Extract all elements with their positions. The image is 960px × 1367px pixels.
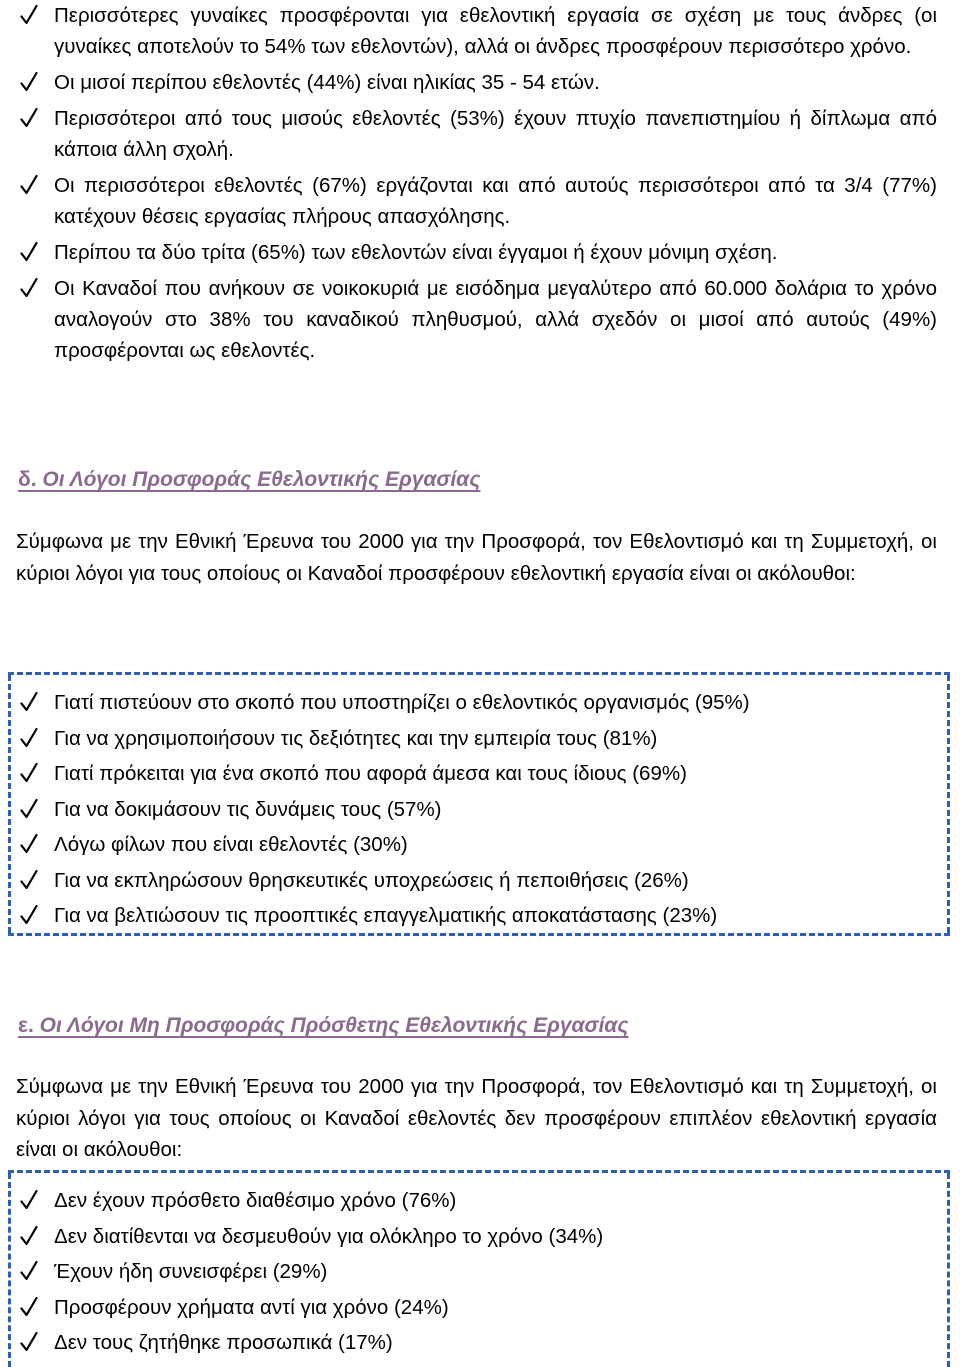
check-mark-icon bbox=[20, 241, 38, 263]
list-item bbox=[16, 67, 937, 98]
reason-item bbox=[16, 756, 941, 792]
check-mark-icon bbox=[20, 833, 38, 855]
list-item-text: Περίπου τα δύο τρίτα (65%) των εθελοντών είναι έγγαμοι ή έχουν μόνιμη σχέση. bbox=[54, 241, 778, 264]
list-item-text: Οι περισσότεροι εθελοντές (67%) εργάζονται και από αυτούς περισσότεροι από τα 3/4 (77%) κατέχουν θέσεις εργασίας πλήρους απασχόλησης. bbox=[54, 174, 937, 228]
list-item bbox=[16, 237, 937, 268]
demographics-list bbox=[16, 0, 937, 371]
section-d-title: Οι Λόγοι Προσφοράς Εθελοντικής Εργασίας bbox=[42, 468, 481, 491]
check-mark-icon bbox=[20, 1260, 38, 1282]
check-mark-icon bbox=[20, 904, 38, 926]
list-item-text: Δεν διατίθενται να δεσμευθούν για ολόκληρο το χρόνο (34%) bbox=[54, 1224, 604, 1248]
list-item-text: Για να δοκιμάσουν τις δυνάμεις τους (57%) bbox=[54, 797, 442, 821]
check-mark-icon bbox=[20, 1225, 38, 1247]
reason-item bbox=[16, 898, 941, 934]
reason-item bbox=[16, 792, 941, 828]
reason-item bbox=[16, 1183, 941, 1219]
list-item-text: Γιατί πιστεύουν στο σκοπό που υποστηρίζει ο εθελοντικός οργανισμός (95%) bbox=[54, 691, 750, 714]
list-item-text: Προσφέρουν χρήματα αντί για χρόνο (24%) bbox=[54, 1295, 449, 1319]
check-mark-icon bbox=[20, 798, 38, 820]
reason-item bbox=[16, 1290, 941, 1326]
list-item bbox=[16, 0, 937, 62]
section-e-intro: Σύμφωνα με την Εθνική Έρευνα του 2000 για την Προσφορά, τον Εθελοντισμό και τη Συμμετοχή, οι κύριοι λόγοι για τους οποίους οι Καναδοί εθελοντές δεν προσφέρουν επιπλέον εθελοντική εργασία είναι οι ακόλουθοι: bbox=[16, 1075, 937, 1161]
reason-item bbox=[16, 863, 941, 899]
reason-item bbox=[16, 721, 941, 757]
section-e-reasons-box bbox=[8, 1170, 950, 1367]
section-d-reasons-list bbox=[16, 685, 941, 934]
check-mark-icon bbox=[20, 762, 38, 784]
reason-item bbox=[16, 1219, 941, 1255]
check-mark-icon bbox=[20, 71, 38, 93]
list-item-text: Για να χρησιμοποιήσουν τις δεξιότητες και την εμπειρία τους (81%) bbox=[54, 726, 658, 750]
check-mark-icon bbox=[20, 4, 38, 26]
list-item-text: Οι μισοί περίπου εθελοντές (44%) είναι ηλικίας 35 - 54 ετών. bbox=[54, 71, 600, 94]
list-item-text: Γιατί πρόκειται για ένα σκοπό που αφορά άμεσα και τους ίδιους (69%) bbox=[54, 762, 687, 785]
list-item-text: Λόγω φίλων που είναι εθελοντές (30%) bbox=[54, 833, 408, 856]
section-e-reasons-list bbox=[16, 1183, 941, 1361]
reason-item bbox=[16, 1254, 941, 1290]
check-mark-icon bbox=[20, 107, 38, 129]
section-e-prefix: ε. bbox=[18, 1014, 34, 1037]
list-item-text: Για να εκπληρώσουν θρησκευτικές υποχρεώσεις ή πεποιθήσεις (26%) bbox=[54, 868, 689, 892]
list-item-text: Περισσότεροι από τους μισούς εθελοντές (53%) έχουν πτυχίο πανεπιστημίου ή δίπλωμα από κάποια άλλη σχολή. bbox=[54, 107, 937, 161]
list-item-text: Για να βελτιώσουν τις προοπτικές επαγγελματικής αποκατάστασης (23%) bbox=[54, 904, 718, 927]
check-mark-icon bbox=[20, 727, 38, 749]
list-item-text: Έχουν ήδη συνεισφέρει (29%) bbox=[54, 1260, 328, 1283]
list-item-text: Περισσότερες γυναίκες προσφέρονται για εθελοντική εργασία σε σχέση με τους άνδρες (οι γυναίκες αποτελούν το 54% των εθελοντών), αλλά οι άνδρες προσφέρουν περισσότερο χρόνο. bbox=[54, 4, 937, 58]
check-mark-icon bbox=[20, 1189, 38, 1211]
check-mark-icon bbox=[20, 869, 38, 891]
reason-item bbox=[16, 1325, 941, 1361]
list-item bbox=[16, 273, 937, 366]
check-mark-icon bbox=[20, 691, 38, 713]
check-mark-icon bbox=[20, 277, 38, 299]
reason-item bbox=[16, 685, 941, 721]
list-item-text: Οι Καναδοί που ανήκουν σε νοικοκυριά με εισόδημα μεγαλύτερο από 60.000 δολάρια το χρόνο αναλογούν στο 38% του καναδικού πληθυσμού, αλλά σχεδόν οι μισοί από αυτούς (49%) προσφέρονται ως εθελοντές. bbox=[54, 277, 937, 362]
section-e-heading bbox=[18, 1014, 629, 1038]
list-item-text: Δεν τους ζητήθηκε προσωπικά (17%) bbox=[54, 1331, 393, 1354]
list-item-text: Δεν έχουν πρόσθετο διαθέσιμο χρόνο (76%) bbox=[54, 1189, 457, 1212]
list-item bbox=[16, 170, 937, 232]
check-mark-icon bbox=[20, 1331, 38, 1353]
section-e-title: Οι Λόγοι Μη Προσφοράς Πρόσθετης Εθελοντικής Εργασίας bbox=[39, 1014, 629, 1037]
check-mark-icon bbox=[20, 174, 38, 196]
section-d-prefix: δ. bbox=[18, 468, 37, 491]
check-mark-icon bbox=[20, 1296, 38, 1318]
reason-item bbox=[16, 827, 941, 863]
section-d-intro: Σύμφωνα με την Εθνική Έρευνα του 2000 για την Προσφορά, τον Εθελοντισμό και τη Συμμετοχή, οι κύριοι λόγοι για τους οποίους οι Καναδοί προσφέρουν εθελοντική εργασία είναι οι ακόλουθοι: bbox=[16, 530, 937, 585]
list-item bbox=[16, 103, 937, 165]
section-d-reasons-box bbox=[8, 672, 950, 936]
section-d-heading bbox=[18, 468, 480, 492]
